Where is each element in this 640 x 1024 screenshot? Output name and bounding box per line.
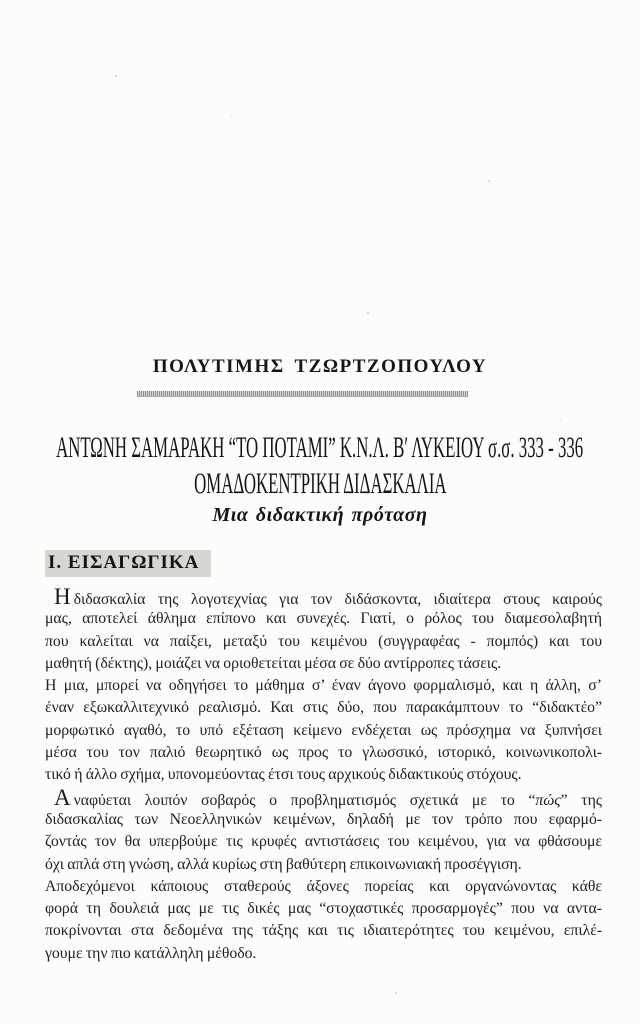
text-line: τικό ή άλλο σχήμα, υπονομεύοντας έτσι τους αρχικούς διδακτικούς στόχους. — [45, 766, 522, 784]
text-line: μορφωτικό αγαθό, το υπό εξέταση κείμενο ενδέχεται ως πρόσχημα να ξυπνήσει — [45, 721, 602, 739]
paragraph-4 — [45, 876, 602, 965]
text-line: φορά τη δουλειά μας με τις δικές μας “στοχαστικές προσαρμογές” που να αντα- — [45, 900, 602, 918]
body-text — [45, 586, 602, 965]
text-line: μέσα του τον παλιό θεωρητικό ως προς το γλωσσικό, ιστορικό, κοινωνικοπολι- — [45, 744, 602, 762]
author-underline-rule — [137, 391, 468, 397]
text-line: ζοντάς τον θα υπερβούμε τις κρυφές αντιστάσεις του κειμένου, για να φθάσουμε — [45, 833, 602, 851]
text-line — [45, 784, 602, 810]
scan-speckle — [367, 312, 369, 314]
title-line-2 — [0, 466, 640, 502]
section-heading-text: Ι. ΕΙΣΑΓΩΓΙΚΑ — [45, 550, 211, 577]
text-line-content: ναφύεται λοιπόν σοβαρός ο προβληματισμός σχετικά με το “ — [73, 791, 536, 809]
italic-word: πώς — [535, 791, 561, 809]
text-line: γουμε την πιο κατάλληλη μέθοδο. — [45, 944, 257, 962]
title-line-1 — [0, 430, 640, 466]
initial-capital: Α — [54, 784, 71, 810]
paragraph-3 — [45, 784, 602, 876]
text-line: όχι απλά στη γνώση, αλλά κυρίως στη βαθύτερη επικοινωνιακή προσέγγιση. — [45, 855, 522, 873]
title-line-2-text: ΟΜΑΔΟΚΕΝΤΡΙΚΗ ΔΙΔΑΣΚΑΛΙΑ — [193, 467, 447, 500]
text-line-content: διδασκαλία της λογοτεχνίας για τον διδάσκοντα, ιδιαίτερα στους καιρούς — [73, 591, 602, 608]
initial-capital: Η — [54, 584, 71, 609]
author-name: ΠΟΛΥΤΙΜΗΣ ΤΖΩΡΤΖΟΠΟΥΛΟΥ — [152, 356, 488, 377]
text-line: διδασκαλίας των Νεοελληνικών κειμένων, δηλαδή με τον τρόπο που εφαρμό- — [45, 810, 602, 828]
scan-speckle — [488, 180, 490, 182]
scan-speckle — [560, 420, 561, 421]
text-line: Η μια, μπορεί να οδηγήσει το μάθημα σ’ έναν άγονο φορμαλισμό, και η άλλη, σ’ — [45, 677, 602, 695]
text-line: μαθητή (δέκτης), μοιάζει να οριοθετείται μέσα σε δύο αντίρροπες τάσεις. — [45, 654, 502, 672]
scan-speckle — [115, 75, 117, 77]
paragraph-1 — [45, 586, 602, 675]
text-line — [45, 586, 602, 608]
title-block — [0, 430, 640, 527]
text-line-content: ” της — [560, 791, 602, 809]
text-line: έναν εξωκαλλιτεχνικό ρεαλισμό. Και στις δύο, που παρακάμπτουν το “διδακτέο” — [45, 699, 602, 717]
scan-speckle — [22, 252, 23, 253]
text-line: Αποδεχόμενοι κάποιους σταθερούς άξονες πορείας και οργανώνοντας κάθε — [45, 877, 602, 895]
text-line: που καλείται να παίξει, μεταξύ του κειμένου (συγγραφέας - πομπός) και του — [45, 632, 602, 650]
text-line: ποκρίνονται στα δεδομένα της τάξης και τις ιδιαιτερότητες του κειμένου, επιλέ- — [45, 922, 602, 940]
text-line: μας, αποτελεί άθλημα επίπονο και συνεχές. Γιατί, ο ρόλος του διαμεσολαβητή — [45, 610, 602, 628]
scan-speckle — [395, 992, 397, 994]
scan-speckle — [231, 116, 232, 117]
section-heading — [45, 550, 211, 577]
subtitle: Μια διδακτική πρόταση — [212, 504, 428, 526]
paragraph-2 — [45, 675, 602, 786]
title-line-1-text: ΑΝΤΩΝΗ ΣΑΜΑΡΑΚΗ “ΤΟ ΠΟΤΑΜΙ” Κ.Ν.Λ. Β′ ΛΥΚΕΙΟΥ σ.σ. 333 - 336 — [56, 431, 584, 464]
author-header — [0, 356, 640, 378]
